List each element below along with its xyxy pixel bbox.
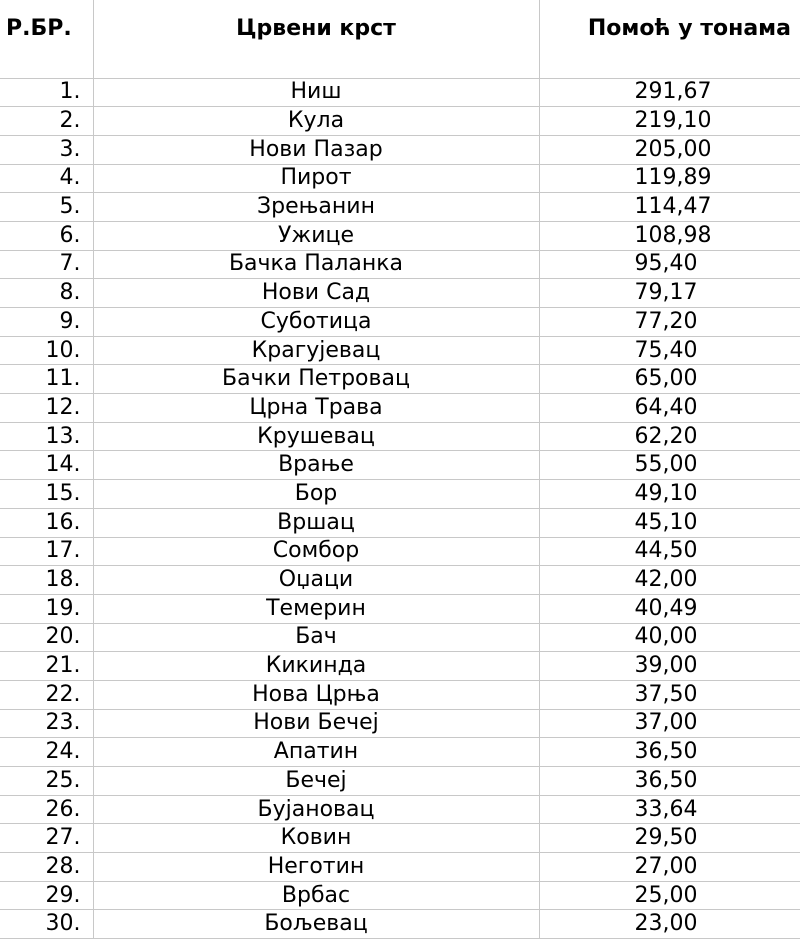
aid-tons-cell: 55,00 bbox=[539, 451, 800, 480]
aid-tons-cell: 37,50 bbox=[539, 680, 800, 709]
red-cross-name-cell: Нова Црња bbox=[93, 680, 539, 709]
aid-tons-cell: 33,64 bbox=[539, 795, 800, 824]
table-row bbox=[0, 853, 800, 882]
table-row bbox=[0, 135, 800, 164]
red-cross-name-cell: Нови Бечеј bbox=[93, 709, 539, 738]
table-row bbox=[0, 193, 800, 222]
red-cross-name-cell: Врање bbox=[93, 451, 539, 480]
aid-tons-cell: 64,40 bbox=[539, 394, 800, 423]
table-row bbox=[0, 365, 800, 394]
aid-tons-cell: 108,98 bbox=[539, 221, 800, 250]
aid-tons-cell: 44,50 bbox=[539, 537, 800, 566]
row-number-cell: 30. bbox=[0, 910, 93, 939]
red-cross-name-cell: Вршац bbox=[93, 508, 539, 537]
table-row bbox=[0, 566, 800, 595]
table-row bbox=[0, 394, 800, 423]
table-row bbox=[0, 250, 800, 279]
table-row bbox=[0, 795, 800, 824]
table-row bbox=[0, 480, 800, 509]
table-row bbox=[0, 107, 800, 136]
red-cross-name-cell: Бачки Петровац bbox=[93, 365, 539, 394]
table-row bbox=[0, 279, 800, 308]
row-number-cell: 20. bbox=[0, 623, 93, 652]
aid-tons-cell: 40,00 bbox=[539, 623, 800, 652]
table-row bbox=[0, 78, 800, 107]
row-number-cell: 5. bbox=[0, 193, 93, 222]
row-number-cell: 29. bbox=[0, 881, 93, 910]
table-row bbox=[0, 451, 800, 480]
row-number-cell: 27. bbox=[0, 824, 93, 853]
aid-tons-cell: 45,10 bbox=[539, 508, 800, 537]
table-row bbox=[0, 709, 800, 738]
red-cross-name-cell: Ковин bbox=[93, 824, 539, 853]
aid-tons-cell: 37,00 bbox=[539, 709, 800, 738]
red-cross-name-cell: Кула bbox=[93, 107, 539, 136]
table-row bbox=[0, 738, 800, 767]
table-row bbox=[0, 308, 800, 337]
aid-tons-cell: 77,20 bbox=[539, 308, 800, 337]
aid-tons-cell: 36,50 bbox=[539, 767, 800, 796]
red-cross-name-cell: Крагујевац bbox=[93, 336, 539, 365]
red-cross-name-cell: Бујановац bbox=[93, 795, 539, 824]
aid-tons-cell: 62,20 bbox=[539, 422, 800, 451]
table-row bbox=[0, 910, 800, 939]
aid-tons-cell: 95,40 bbox=[539, 250, 800, 279]
row-number-cell: 22. bbox=[0, 680, 93, 709]
row-number-cell: 13. bbox=[0, 422, 93, 451]
table-row bbox=[0, 164, 800, 193]
red-cross-name-cell: Крушевац bbox=[93, 422, 539, 451]
row-number-cell: 15. bbox=[0, 480, 93, 509]
red-cross-name-cell: Апатин bbox=[93, 738, 539, 767]
red-cross-name-cell: Бор bbox=[93, 480, 539, 509]
table-row bbox=[0, 652, 800, 681]
table-row bbox=[0, 336, 800, 365]
red-cross-name-cell: Темерин bbox=[93, 594, 539, 623]
row-number-cell: 4. bbox=[0, 164, 93, 193]
table-row bbox=[0, 767, 800, 796]
red-cross-name-cell: Бач bbox=[93, 623, 539, 652]
row-number-cell: 12. bbox=[0, 394, 93, 423]
aid-tons-cell: 219,10 bbox=[539, 107, 800, 136]
red-cross-name-cell: Пирот bbox=[93, 164, 539, 193]
row-number-cell: 21. bbox=[0, 652, 93, 681]
red-cross-name-cell: Врбас bbox=[93, 881, 539, 910]
aid-tons-cell: 75,40 bbox=[539, 336, 800, 365]
row-number-cell: 11. bbox=[0, 365, 93, 394]
table-row bbox=[0, 594, 800, 623]
row-number-cell: 10. bbox=[0, 336, 93, 365]
row-number-cell: 9. bbox=[0, 308, 93, 337]
row-number-cell: 8. bbox=[0, 279, 93, 308]
red-cross-name-cell: Црна Трава bbox=[93, 394, 539, 423]
red-cross-name-cell: Нови Пазар bbox=[93, 135, 539, 164]
aid-tons-cell: 40,49 bbox=[539, 594, 800, 623]
table-row bbox=[0, 537, 800, 566]
row-number-cell: 19. bbox=[0, 594, 93, 623]
header-red-cross: Црвени крст bbox=[93, 0, 539, 78]
row-number-cell: 6. bbox=[0, 221, 93, 250]
row-number-cell: 23. bbox=[0, 709, 93, 738]
aid-tons-cell: 25,00 bbox=[539, 881, 800, 910]
row-number-cell: 7. bbox=[0, 250, 93, 279]
aid-tons-cell: 114,47 bbox=[539, 193, 800, 222]
row-number-cell: 24. bbox=[0, 738, 93, 767]
table-row bbox=[0, 824, 800, 853]
red-cross-name-cell: Ниш bbox=[93, 78, 539, 107]
red-cross-name-cell: Бачка Паланка bbox=[93, 250, 539, 279]
aid-tons-cell: 49,10 bbox=[539, 480, 800, 509]
red-cross-name-cell: Сомбор bbox=[93, 537, 539, 566]
aid-tons-cell: 291,67 bbox=[539, 78, 800, 107]
aid-tons-cell: 79,17 bbox=[539, 279, 800, 308]
aid-tons-cell: 29,50 bbox=[539, 824, 800, 853]
aid-tons-cell: 39,00 bbox=[539, 652, 800, 681]
table-body bbox=[0, 78, 800, 939]
red-cross-name-cell: Зрењанин bbox=[93, 193, 539, 222]
row-number-cell: 14. bbox=[0, 451, 93, 480]
table-row bbox=[0, 623, 800, 652]
red-cross-name-cell: Бечеј bbox=[93, 767, 539, 796]
aid-tons-cell: 23,00 bbox=[539, 910, 800, 939]
row-number-cell: 26. bbox=[0, 795, 93, 824]
header-number: Р.БР. bbox=[0, 0, 93, 78]
row-number-cell: 17. bbox=[0, 537, 93, 566]
table-row bbox=[0, 881, 800, 910]
red-cross-name-cell: Нови Сад bbox=[93, 279, 539, 308]
table-row bbox=[0, 422, 800, 451]
red-cross-name-cell: Бољевац bbox=[93, 910, 539, 939]
row-number-cell: 1. bbox=[0, 78, 93, 107]
header-aid-tons: Помоћ у тонама bbox=[539, 0, 800, 78]
red-cross-name-cell: Ужице bbox=[93, 221, 539, 250]
row-number-cell: 18. bbox=[0, 566, 93, 595]
row-number-cell: 2. bbox=[0, 107, 93, 136]
red-cross-name-cell: Оџаци bbox=[93, 566, 539, 595]
red-cross-name-cell: Кикинда bbox=[93, 652, 539, 681]
aid-tons-cell: 42,00 bbox=[539, 566, 800, 595]
aid-tons-cell: 36,50 bbox=[539, 738, 800, 767]
table-row bbox=[0, 221, 800, 250]
aid-tons-cell: 27,00 bbox=[539, 853, 800, 882]
table-row bbox=[0, 680, 800, 709]
row-number-cell: 16. bbox=[0, 508, 93, 537]
table-row bbox=[0, 508, 800, 537]
aid-tons-cell: 65,00 bbox=[539, 365, 800, 394]
header-row bbox=[0, 0, 800, 78]
red-cross-name-cell: Неготин bbox=[93, 853, 539, 882]
aid-tons-cell: 205,00 bbox=[539, 135, 800, 164]
row-number-cell: 3. bbox=[0, 135, 93, 164]
table-header bbox=[0, 0, 800, 78]
red-cross-name-cell: Суботица bbox=[93, 308, 539, 337]
row-number-cell: 28. bbox=[0, 853, 93, 882]
aid-tons-cell: 119,89 bbox=[539, 164, 800, 193]
row-number-cell: 25. bbox=[0, 767, 93, 796]
